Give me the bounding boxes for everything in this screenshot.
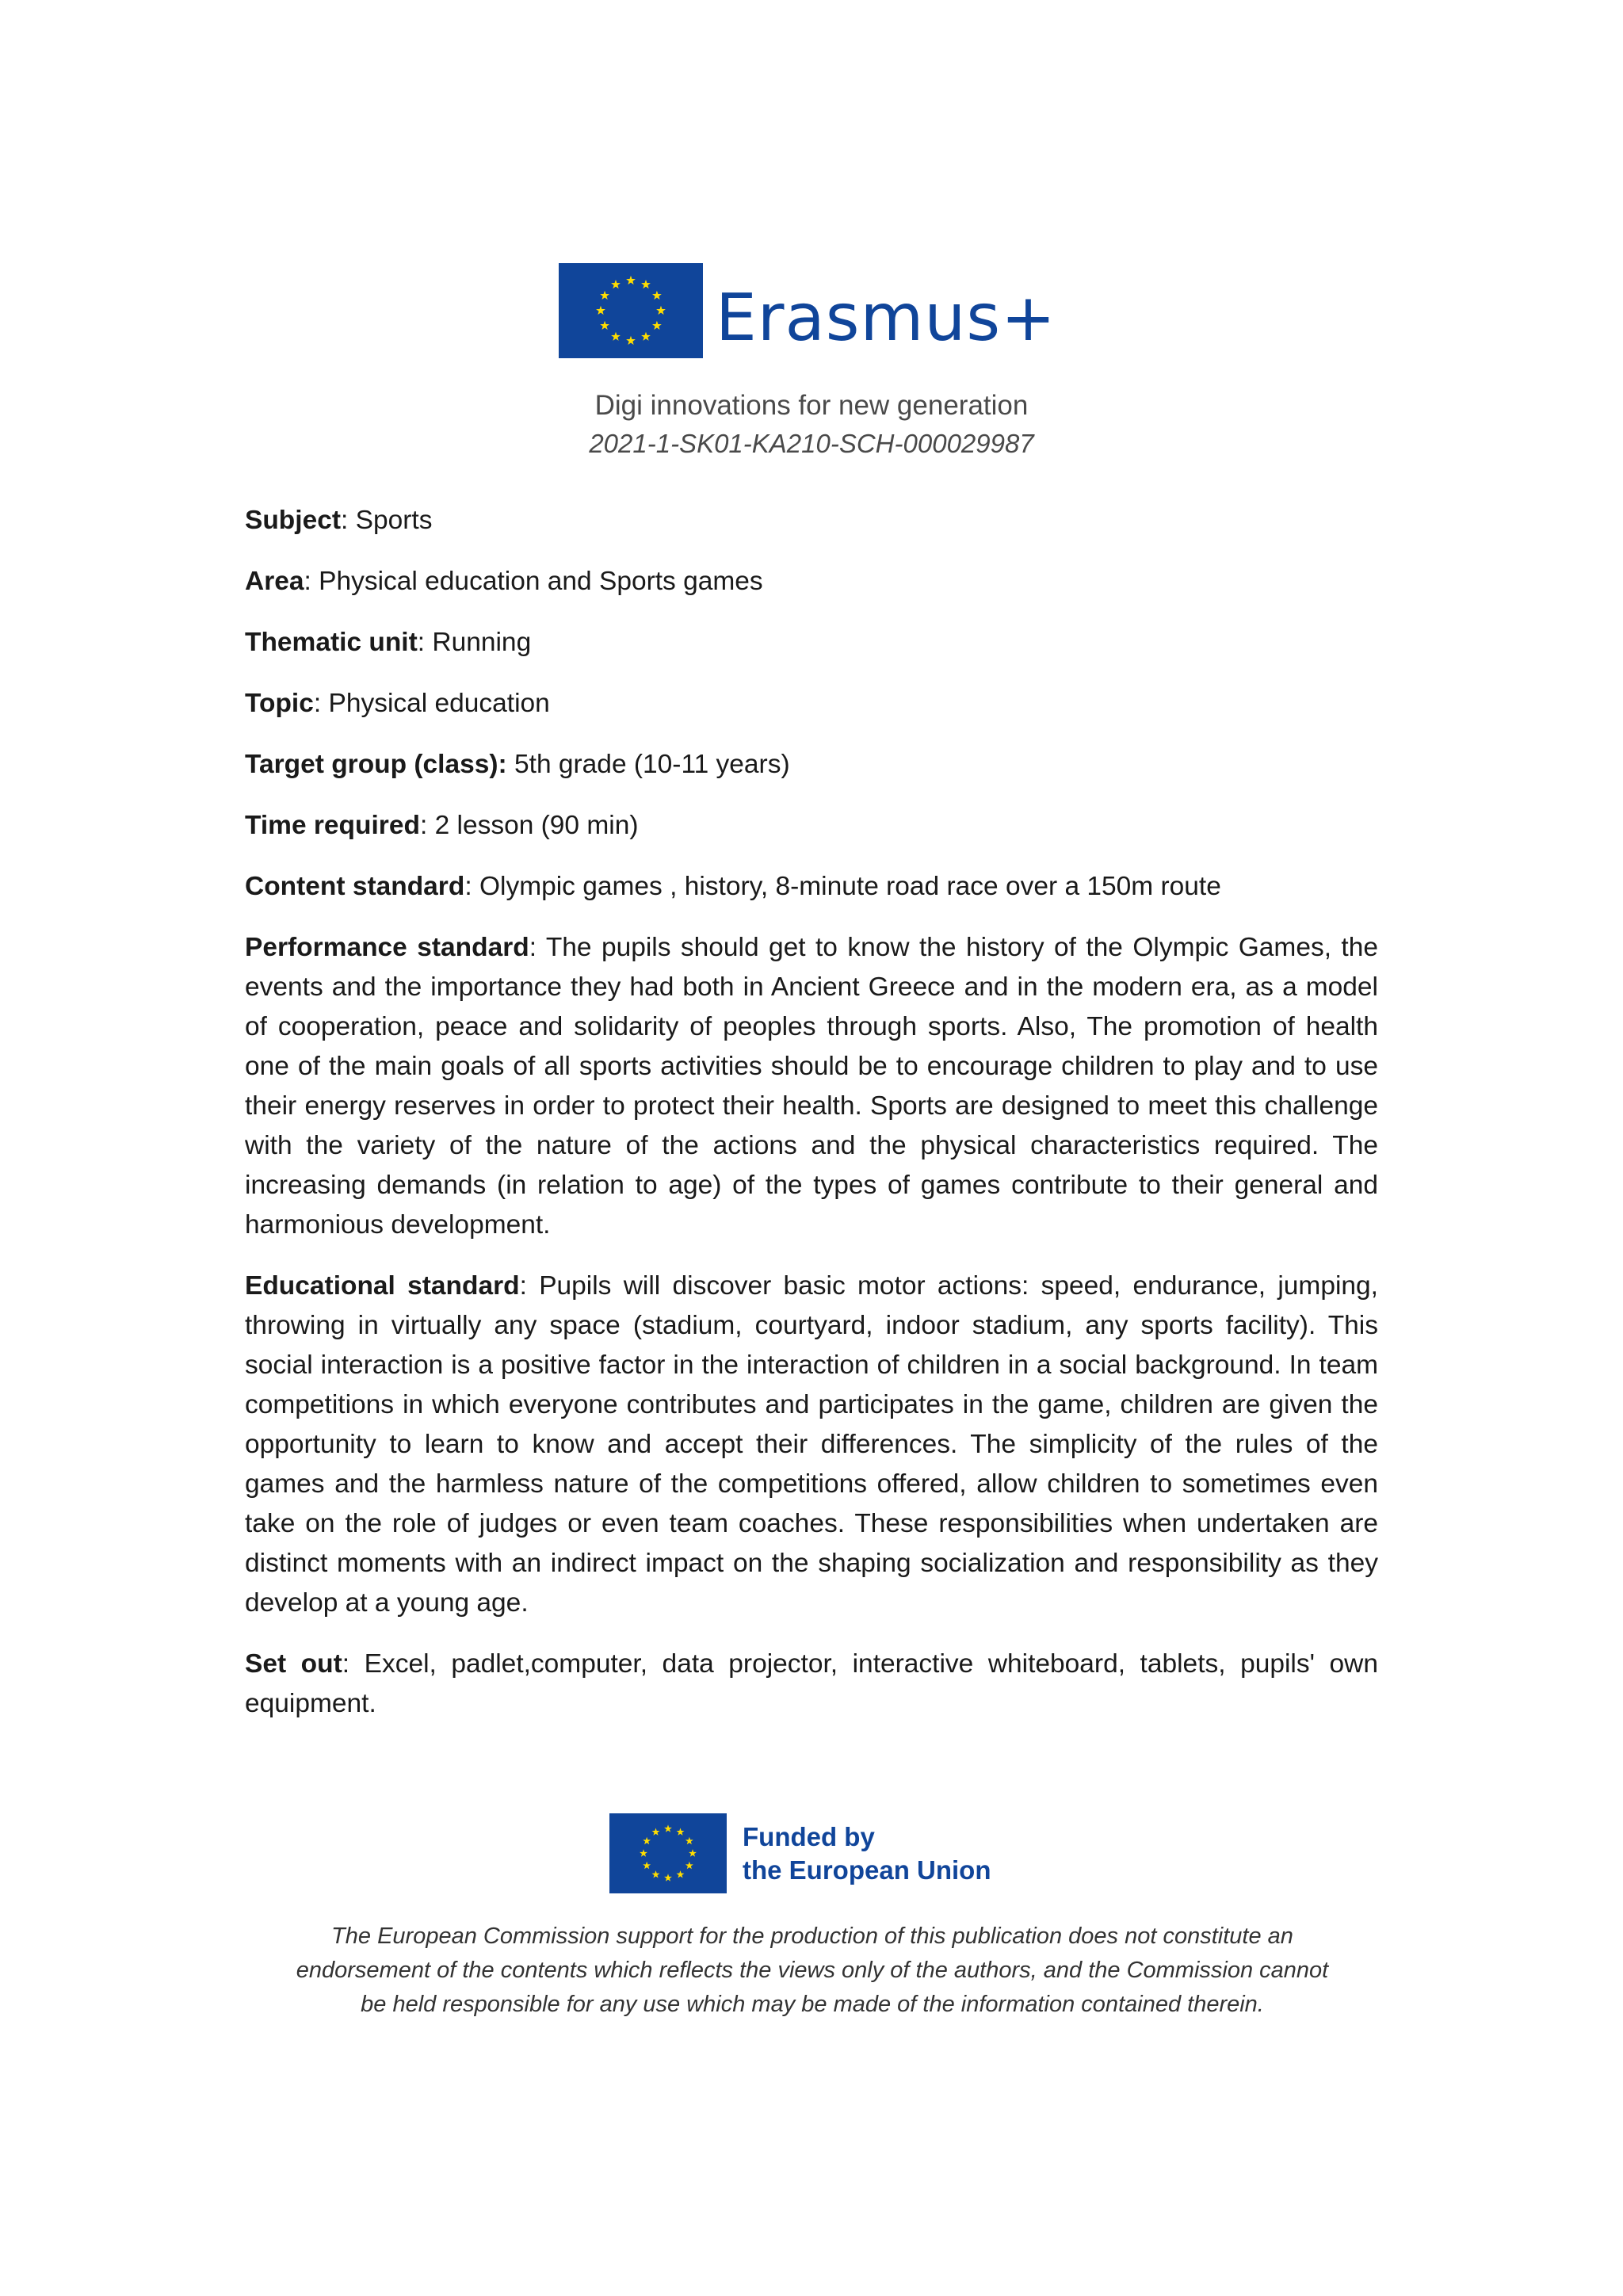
funded-by-eu-logo (609, 1813, 991, 1893)
project-name: Digi innovations for new generation (594, 390, 1029, 421)
field-target-group (245, 745, 1378, 785)
field-label: Subject (245, 506, 341, 535)
disclaimer-line: be held responsible for any use which may be made of the information contained therein. (361, 1992, 1264, 2017)
field-separator: : (313, 689, 329, 718)
field-area (245, 562, 1378, 602)
funded-line-2: the European Union (743, 1855, 991, 1885)
field-label: Set out (245, 1649, 342, 1679)
eu-disclaimer (262, 1920, 1363, 2022)
field-value: Physical education (328, 689, 550, 718)
field-label: Performance standard (245, 933, 529, 962)
field-value: Physical education and Sports games (319, 567, 763, 596)
erasmus-plus-logo (559, 262, 1056, 360)
disclaimer-line: endorsement of the contents which reflects the views only of the authors, and the Commission cannot (296, 1958, 1329, 1983)
field-educational-standard (245, 1266, 1378, 1623)
erasmus-wordmark: Erasmus+ (716, 281, 1056, 356)
field-separator: : (529, 933, 546, 962)
project-code: 2021-1-SK01-KA210-SCH-000029987 (589, 429, 1034, 458)
field-value: 5th grade (10-11 years) (514, 750, 790, 779)
funded-by-text (743, 1820, 991, 1887)
field-content-standard (245, 867, 1378, 907)
field-value: Pupils will discover basic motor actions: speed, endurance, jumping, throwing in virtually any space (stadium, courtyard, indoor stadium, any sports facility). This social interaction is a positive factor in the interaction of children in a social background. In team competitions in which everyone contributes and participates in the game, children are given the opportunity to learn to know and accept their differences. The simplicity of the rules of the games and the harmless nature of the competitions offered, allow children to sometimes even take on the role of judges or even team coaches. These responsibilities when undertaken are distinct moments with an indirect impact on the shaping socialization and responsibility as they develop at a young age. (245, 1271, 1378, 1618)
field-separator: : (342, 1649, 365, 1679)
field-label: Thematic unit (245, 628, 418, 657)
field-value: Running (432, 628, 532, 657)
field-value: Excel, padlet,computer, data projector, interactive whiteboard, tablets, pupils' own equipment. (245, 1649, 1378, 1718)
field-subject (245, 501, 1378, 541)
project-info (0, 387, 1623, 463)
field-label: Topic (245, 689, 314, 718)
field-separator: : (519, 1271, 540, 1301)
field-separator: : (304, 567, 319, 596)
field-value: Sports (355, 506, 433, 535)
field-separator: : (341, 506, 356, 535)
field-separator (507, 750, 514, 779)
field-label: Time required (245, 811, 420, 840)
field-time-required (245, 806, 1378, 846)
eu-flag-icon (559, 263, 703, 358)
field-label: Educational standard (245, 1271, 520, 1301)
field-separator: : (419, 811, 435, 840)
field-value: 2 lesson (90 min) (434, 811, 639, 840)
field-set-out (245, 1645, 1378, 1724)
field-separator: : (417, 628, 433, 657)
field-topic (245, 684, 1378, 724)
field-value: The pupils should get to know the history of the Olympic Games, the events and the importance they had both in Ancient Greece and in the modern era, as a model of cooperation, peace and solidarity of peoples through sports. Also, The promotion of health one of the main goals of all sports activities should be to encourage children to play and to use their energy reserves in order to protect their health. Sports are designed to meet this challenge with the variety of the nature of the actions and the physical characteristics required. The increasing demands (in relation to age) of the types of games contribute to their general and harmonious development. (245, 933, 1378, 1240)
field-label: Area (245, 567, 304, 596)
disclaimer-line: The European Commission support for the production of this publication does not constitute an (331, 1924, 1293, 1949)
field-label: Target group (class): (245, 750, 507, 779)
field-label: Content standard (245, 872, 465, 901)
eu-flag-icon (609, 1813, 727, 1893)
field-value: Olympic games , history, 8-minute road race over a 150m route (479, 872, 1221, 901)
funded-line-1: Funded by (743, 1821, 875, 1851)
lesson-plan-content (245, 501, 1378, 1745)
field-thematic-unit (245, 623, 1378, 663)
field-performance-standard (245, 928, 1378, 1245)
field-separator: : (464, 872, 479, 901)
